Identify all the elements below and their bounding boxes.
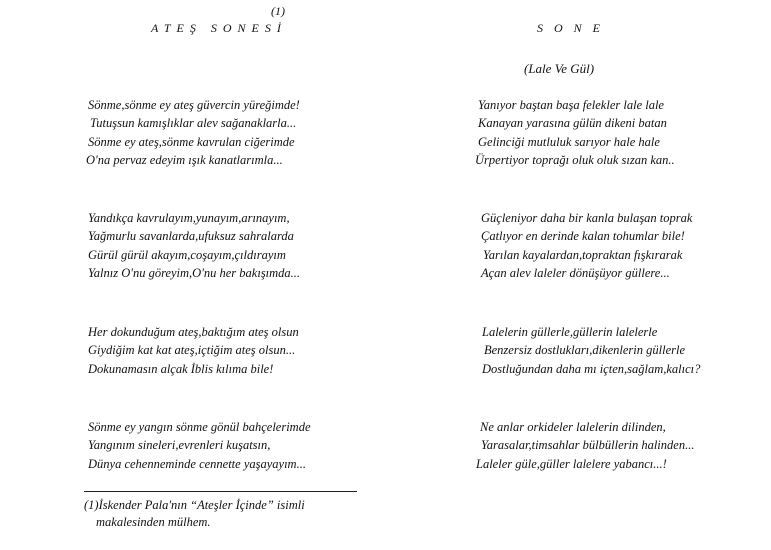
verse-line: O'na pervaz edeyim ışık kanatlarımla...	[86, 152, 283, 167]
verse-line: Dokunamasın alçak İblis kılıma bile!	[88, 361, 274, 376]
verse-line: Giydiğim kat kat ateş,içtiğim ateş olsun...	[88, 343, 296, 358]
verse-line: Ne anlar orkideler lalelerin dilinden,	[480, 420, 666, 434]
verse-line: Laleler güle,güller lalelere yabancı...!	[476, 456, 667, 471]
right-poem-title: SONE	[537, 21, 611, 35]
verse-line: Açan alev laleler dönüşüyor güllere...	[481, 265, 670, 280]
verse-line: Ürpertiyor toprağı oluk oluk sızan kan..	[475, 152, 675, 167]
footnote-line-2: makalesinden mülhem.	[96, 515, 211, 529]
verse-line: Benzersiz dostlukları,dikenlerin güllerle	[484, 343, 686, 358]
verse-line: Dünya cehenneminde cennette yaşayayım...	[88, 456, 306, 471]
verse-line: Yarasalar,timsahlar bülbüllerin halinden...	[481, 438, 695, 453]
verse-line: Yarılan kayalardan,topraktan fışkırarak	[483, 247, 683, 262]
verse-line: Yağmurlu savanlarda,ufuksuz sahralarda	[88, 229, 294, 244]
footnote-marker: (1)	[271, 4, 285, 18]
verse-line: Yandıkça kavrulayım,yunayım,arınayım,	[88, 211, 290, 225]
footnote	[84, 497, 305, 531]
verse-line: Yanıyor baştan başa felekler lale lale	[478, 98, 664, 112]
footnote-line-1: (1)İskender Pala'nın “Ateşler İçinde” isimli	[84, 498, 305, 512]
right-stanza-3	[482, 323, 700, 378]
footnote-rule	[84, 491, 357, 492]
verse-line: Tutuşsun kamışlıklar alev sağanaklarla...	[90, 116, 297, 131]
verse-line: Güçleniyor daha bir kanla bulaşan toprak	[481, 211, 693, 225]
verse-line: Yalnız O'nu göreyim,O'nu her bakışımda...	[88, 265, 301, 280]
verse-line: Her dokunduğum ateş,baktığım ateş olsun	[88, 325, 299, 339]
left-stanza-1	[88, 96, 300, 169]
verse-line: Gürül gürül akayım,coşayım,çıldırayım	[88, 247, 286, 262]
verse-line: Çatlıyor en derinde kalan tohumlar bile!	[481, 229, 685, 244]
right-poem-subtitle: (Lale Ve Gül)	[524, 61, 595, 76]
verse-line: Kanayan yarasına gülün dikeni batan	[478, 116, 667, 131]
verse-line: Sönme ey yangın sönme gönül bahçelerimde	[88, 420, 311, 434]
right-stanza-2	[481, 209, 692, 282]
right-stanza-1	[475, 96, 675, 169]
left-stanza-2	[88, 209, 300, 282]
left-poem-title: ATEŞ SONESİ	[151, 21, 287, 35]
verse-line: Sönme,sönme ey ateş güvercin yüreğimde!	[88, 98, 300, 112]
verse-line: Yangınım sineleri,evrenleri kuşatsın,	[88, 438, 271, 453]
right-stanza-4	[476, 418, 695, 473]
left-stanza-3	[88, 323, 299, 378]
verse-line: Sönme ey ateş,sönme kavrulan ciğerimde	[88, 134, 295, 149]
verse-line: Gelinciği mutluluk sarıyor hale hale	[478, 134, 660, 149]
verse-line: Dostluğundan daha mı içten,sağlam,kalıcı?	[482, 361, 701, 376]
left-stanza-4	[88, 418, 311, 473]
verse-line: Lalelerin güllerle,güllerin lalelerle	[482, 325, 658, 339]
